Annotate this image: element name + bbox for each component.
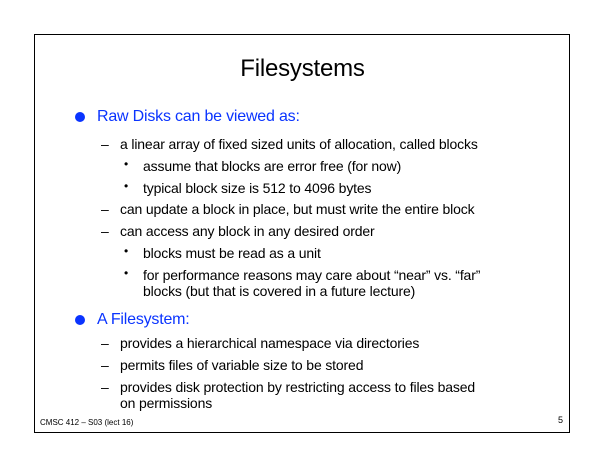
- sub-text: for performance reasons may care about “near” vs. “far”: [143, 267, 481, 283]
- footer-course-label: CMSC 412 – S03 (lect 16): [40, 418, 134, 427]
- dash-icon: –: [101, 223, 109, 239]
- dash-item: [101, 335, 419, 351]
- dash-icon: –: [101, 379, 109, 395]
- sub-bullet-icon: •: [124, 179, 129, 193]
- dash-text: can access any block in any desired order: [120, 223, 375, 239]
- sub-bullet-icon: •: [124, 266, 129, 280]
- sub-text-continued: blocks (but that is covered in a future lecture): [143, 283, 416, 299]
- dash-text: provides a hierarchical namespace via directories: [120, 335, 420, 351]
- bullet-filesystem: [75, 311, 190, 329]
- bullet-dot-icon: [75, 315, 85, 325]
- dash-item: [101, 201, 474, 217]
- sub-item: [124, 180, 371, 196]
- dash-icon: –: [101, 357, 109, 373]
- bullet-text: Raw Disks can be viewed as:: [97, 108, 300, 125]
- sub-item: [124, 158, 401, 174]
- sub-bullet-icon: •: [124, 244, 129, 258]
- sub-item: [124, 245, 321, 261]
- sub-text: blocks must be read as a unit: [143, 245, 321, 261]
- page-number: 5: [557, 415, 563, 425]
- bullet-raw-disks: [75, 108, 300, 126]
- dash-item: [101, 223, 375, 239]
- dash-icon: –: [101, 201, 109, 217]
- dash-icon: –: [101, 335, 109, 351]
- sub-text: assume that blocks are error free (for now): [143, 158, 402, 174]
- dash-text-continued: on permissions: [120, 395, 213, 411]
- dash-text: permits files of variable size to be stored: [120, 357, 364, 373]
- dash-item: [101, 379, 475, 411]
- dash-text: a linear array of fixed sized units of allocation, called blocks: [120, 136, 478, 152]
- sub-bullet-icon: •: [124, 157, 129, 171]
- dash-icon: –: [101, 136, 109, 152]
- sub-item: [124, 267, 480, 299]
- dash-item: [101, 357, 363, 373]
- slide-title: Filesystems: [240, 55, 365, 82]
- bullet-text: A Filesystem:: [97, 311, 190, 328]
- dash-text: can update a block in place, but must write the entire block: [120, 201, 475, 217]
- bullet-dot-icon: [75, 112, 85, 122]
- sub-text: typical block size is 512 to 4096 bytes: [143, 180, 372, 196]
- dash-item: [101, 136, 478, 152]
- dash-text: provides disk protection by restricting access to files based: [120, 379, 476, 395]
